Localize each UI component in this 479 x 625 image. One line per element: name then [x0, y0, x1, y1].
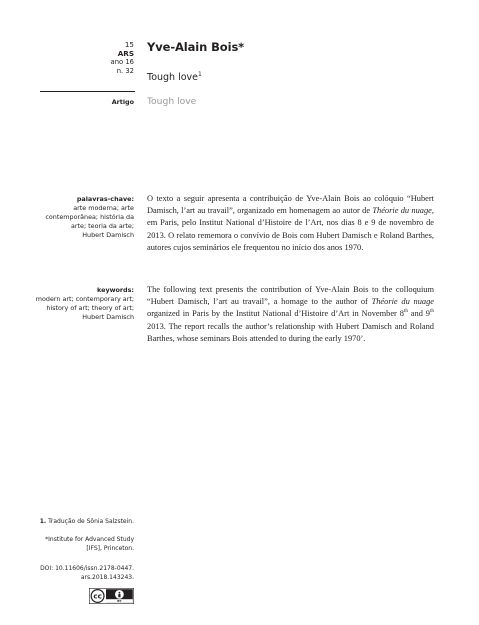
footnote-number: 1.: [39, 518, 47, 525]
ordinal-suffix: th: [403, 308, 408, 315]
footnote-affiliation: [30, 536, 134, 554]
journal-meta: [30, 40, 134, 76]
section-label: Artigo: [111, 98, 134, 106]
doi: [30, 565, 134, 583]
article-subtitle: Tough love: [147, 96, 197, 107]
keywords-pt-line: arte; teoria da arte;: [70, 222, 134, 230]
ordinal-suffix: th: [429, 308, 434, 315]
article-author: Yve-Alain Bois*: [147, 40, 245, 54]
footnote-affiliation-line: [IFS], Princeton.: [86, 544, 134, 552]
by-label: BY: [117, 599, 122, 604]
title-footnote-ref: 1: [198, 70, 202, 78]
keywords-pt: [30, 195, 134, 240]
footnote-affiliation-line: *Institute for Advanced Study: [45, 536, 134, 543]
article-title: [147, 72, 202, 83]
abstract-pt: [147, 193, 434, 254]
abstract-en-work-title: Théorie du nuage: [371, 297, 434, 307]
page-number: 15: [124, 40, 134, 49]
journal-name: ARS: [117, 49, 134, 58]
article-title-text: Tough love: [147, 72, 199, 83]
abstract-en-text: The following text presents the contribution of Yve-Alain Bois to the colloquium “Hubert Damisch, l’art au travail”, a homage to the author of: [147, 285, 434, 307]
keywords-en: [30, 286, 134, 322]
abstract-en-text-end: 2013. The report recalls the author’s relationship with Hubert Damisch and Roland Barthes, whose seminars Bois attended to during the early 1970’.: [147, 321, 434, 343]
journal-year: ano 16: [110, 58, 134, 66]
keywords-pt-line: contemporânea; história da: [45, 213, 134, 221]
keywords-en-line: history of art; theory of art;: [46, 304, 134, 312]
keywords-pt-line: arte moderna; arte: [73, 204, 134, 212]
doi-line: DOI: 10.11606/issn.2178-0447.: [40, 565, 134, 572]
journal-issue: n. 32: [116, 67, 134, 75]
abstract-en: [147, 284, 434, 345]
doi-line: ars.2018.143243.: [80, 573, 134, 581]
keywords-en-line: Hubert Damisch: [82, 313, 134, 321]
creative-commons-by-icon: [89, 588, 134, 604]
footnote-text: Tradução de Sônia Salzstein.: [46, 518, 134, 525]
footnote-translation: [30, 518, 134, 527]
keywords-en-line: modern art; contemporary art;: [35, 295, 134, 303]
keywords-pt-line: Hubert Damisch: [82, 231, 134, 239]
abstract-en-text-cont: and 9: [407, 309, 430, 319]
abstract-pt-text-cont: , em Paris, pelo Institut National d’Histoire de l’Art, nos dias 8 e 9 de novembro de 2013. O relato rememora o convívio de Bois com Hubert Damisch e Roland Barthes, autores cujos seminários ele frequentou no início dos anos 1970.: [147, 206, 434, 252]
keywords-pt-label: palavras-chave:: [76, 195, 134, 203]
keywords-en-label: keywords:: [97, 286, 134, 294]
cc-mark: cc: [93, 591, 102, 601]
abstract-pt-text: O texto a seguir apresenta a contribuição de Yve-Alain Bois ao colóquio “Hubert Damisch, l’art au travail”, organizado em homenagem ao autor de: [147, 194, 434, 216]
abstract-en-text-cont: organized in Paris by the Institut National d’Histoire d’Art in November 8: [147, 309, 404, 319]
abstract-pt-work-title: Théorie du nuage: [372, 206, 432, 216]
meta-divider: [40, 91, 135, 92]
